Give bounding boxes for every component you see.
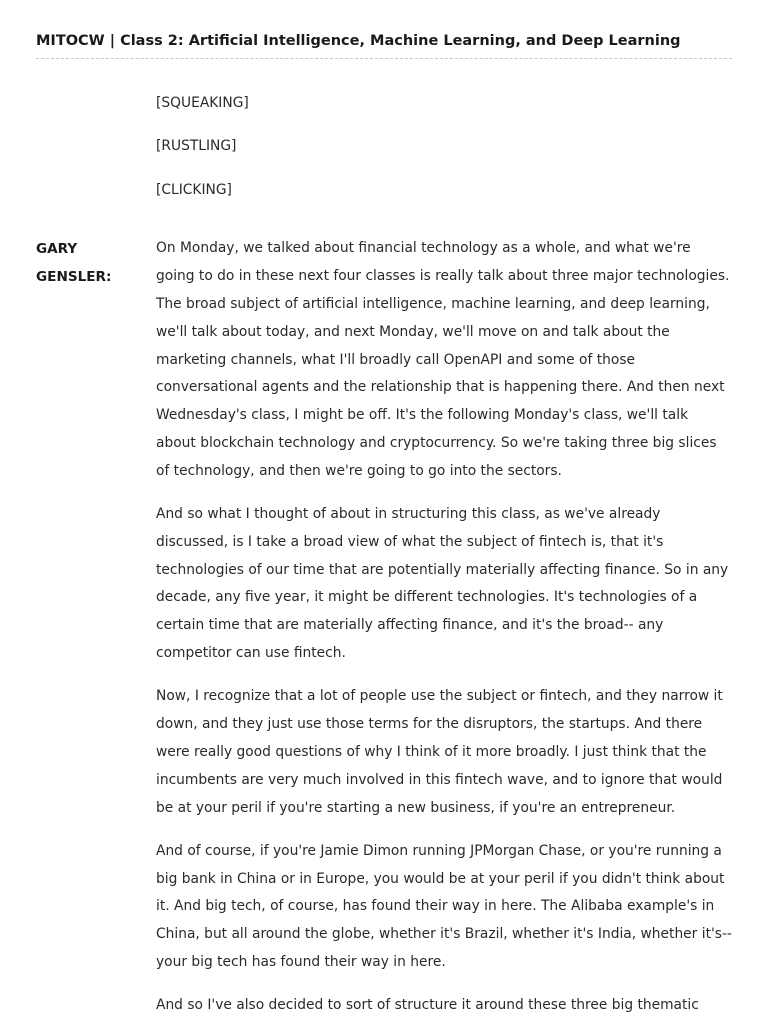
transcript-paragraph: And of course, if you're Jamie Dimon running JPMorgan Chase, or you're running a big bank in China or in Europe, you would be at your peril if you didn't think about it. And big tech, of course, has found their way in here. The Alibaba example's in China, but all around the globe, whether it's Brazil, whether it's India, whether it's-- your big tech has found their way in here. — [156, 842, 732, 971]
transcript-paragraph: On Monday, we talked about financial technology as a whole, and what we're going to do in these next four classes is really talk about three major technologies. The broad subject of artificial intelligence, machine learning, and deep learning, we'll talk about today, and next Monday, we'll move on and talk about the marketing channels, what I'll broadly call OpenAPI and some of those conversational agents and the relationship that is happening there. And then next Wednesday's class, I might be off. It's the following Monday's class, we'll talk about blockchain technology and cryptocurrency. So we're taking three big slices of technology, and then we're going to go into the sectors. — [156, 240, 730, 479]
page-title: MITOCW | Class 2: Artificial Intelligence, Machine Learning, and Deep Learning — [36, 33, 681, 49]
speaker-turn — [36, 235, 732, 1020]
speaker-name: GARY GENSLER: — [36, 241, 112, 286]
transcript-paragraph: And so I've also decided to sort of structure it around these three big thematic — [156, 997, 699, 1014]
transcript-cue — [36, 177, 732, 205]
transcript-paragraph: And so what I thought of about in structuring this class, as we've already discussed, is I take a broad view of what the subject of fintech is, that it's technologies of our time that are potentially materially affecting finance. So in any decade, any five year, it might be different technologies. It's technologies of a certain time that are materially affecting finance, and it's the broad-- any competitor can use fintech. — [156, 506, 729, 662]
transcript-cue — [36, 90, 732, 118]
cue-text: [RUSTLING] — [156, 138, 237, 155]
transcript-body — [36, 90, 732, 1036]
transcript-cue — [36, 133, 732, 161]
cue-text: [CLICKING] — [156, 181, 232, 198]
header-divider — [36, 58, 732, 59]
cue-text: [SQUEAKING] — [156, 95, 249, 111]
transcript-paragraph: Now, I recognize that a lot of people use the subject or fintech, and they narrow it down, and they just use those terms for the disruptors, the startups. And there were really good questions of why I think of it more broadly. I just think that the incumbents are very much involved in this fintech wave, and to ignore that would be at your peril if you're starting a new business, if you're an entrepreneur. — [156, 688, 723, 816]
